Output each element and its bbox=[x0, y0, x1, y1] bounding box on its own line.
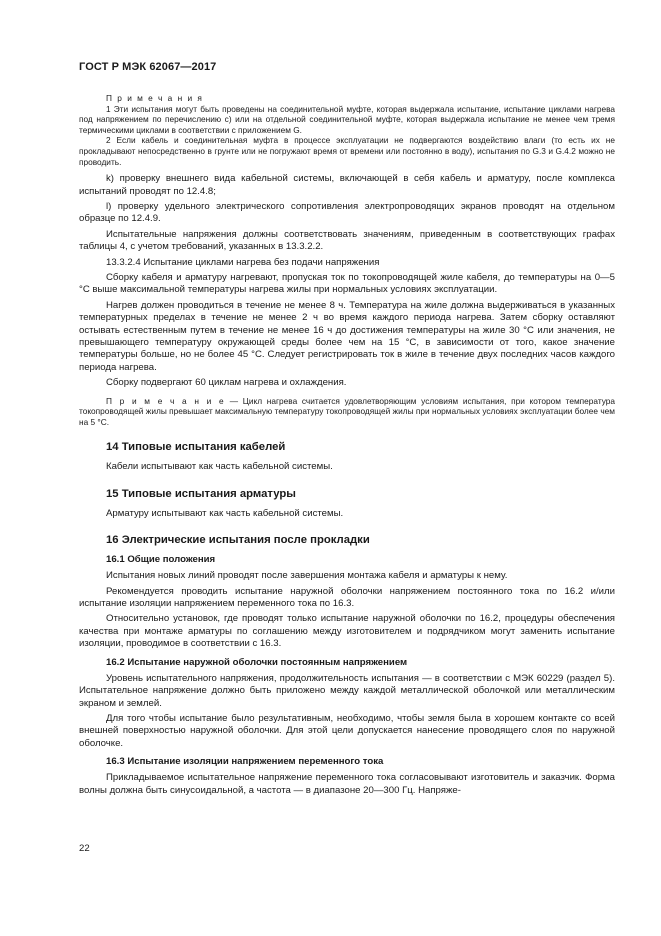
section-14-text: Кабели испытывают как часть кабельной системы. bbox=[106, 461, 333, 473]
paragraph: Нагрев должен проводиться в течение не менее 8 ч. Температура на жиле должна выдерживаться в указанных температурных пределах в течение не менее 2 ч во время каждого периода нагрева. Затем сборку оставляют остывать естественным путем в течение не менее 16 ч до достижения температуры на жиле 30 °С или значения, не превышающего температуру окружающей среды более чем на 15 °С, в зависимости от того, какое значение температуры больше, но не более 45 °С. Следует регистрировать ток в жиле в течение двух последних часов каждого периода нагрева. bbox=[79, 299, 615, 373]
section-14-title: 14 Типовые испытания кабелей bbox=[106, 441, 286, 454]
page-number: 22 bbox=[79, 843, 90, 854]
page-content bbox=[79, 93, 615, 800]
section-16-1-title: 16.1 Общие положения bbox=[106, 554, 216, 566]
paragraph: Испытания новых линий проводят после завершения монтажа кабеля и арматуры к нему. bbox=[106, 570, 508, 582]
paragraph: Относительно установок, где проводят только испытание наружной оболочки по 16.2, процедуры обеспечения качества при монтаже арматуры по соглашению между изготовителем и подрядчиком могут заменить испытание изоляции, проводимое в соответствии с 16.3. bbox=[79, 613, 615, 650]
section-15-text: Арматуру испытывают как часть кабельной системы. bbox=[106, 507, 344, 519]
section-16-3-body bbox=[79, 772, 615, 797]
note-block-mid bbox=[79, 396, 615, 428]
list-item-l: l) проверку удельного электрического сопротивления электропроводящих экранов проводят на отдельном образце по 12.4.9. bbox=[79, 200, 615, 225]
section-16-2-body bbox=[79, 673, 615, 750]
paragraph: Сборку подвергают 60 циклам нагрева и охлаждения. bbox=[106, 377, 347, 389]
note-label: П р и м е ч а н и е bbox=[106, 395, 226, 406]
section-16-title: 16 Электрические испытания после прокладки bbox=[106, 534, 370, 547]
section-16-1-body bbox=[79, 570, 615, 650]
body-block-a bbox=[79, 173, 615, 390]
section-16-3-title: 16.3 Испытание изоляции напряжением переменного тока bbox=[106, 756, 384, 768]
list-item-k: k) проверку внешнего вида кабельной системы, включающей в себя кабель и арматуру, после комплекса испытаний проводят по 12.4.8; bbox=[79, 173, 615, 197]
note-item: 2 Если кабель и соединительная муфта в процессе эксплуатации не подвергаются воздействию влаги (то есть их не прокладывают непосредственно в грунте или не погружают время от времени или постоянно в воду), испытания по G.3 и G.4.2 можно не проводить. bbox=[79, 135, 615, 167]
paragraph: Прикладываемое испытательное напряжение переменного тока согласовывают изготовитель и заказчик. Форма волны должна быть синусоидальной, а частота — в диапазоне 20—300 Гц. Напряже- bbox=[79, 772, 615, 796]
running-header: ГОСТ Р МЭК 62067—2017 bbox=[79, 61, 217, 73]
subclause-heading: 13.3.2.4 Испытание циклами нагрева без подачи напряжения bbox=[106, 256, 380, 268]
note-item: 1 Эти испытания могут быть проведены на соединительной муфте, которая выдержала испытание, испытание циклами нагрева под напряжением по перечислению с) или на отдельной соединительной муфте, которая выдержала испытание не менее чем тремя термическими циклами в соответствии с приложением G. bbox=[79, 103, 615, 135]
section-15-title: 15 Типовые испытания арматуры bbox=[106, 487, 296, 500]
note-text: — Цикл нагрева считается удовлетворяющим условиям испытания, при котором температура токопроводящей жилы превышает максимальную температуру токопроводящей жилы при нормальных условиях эксплуатации более чем на 5 °С. bbox=[79, 395, 616, 427]
note-paragraph bbox=[79, 396, 615, 428]
section-16-2-title: 16.2 Испытание наружной оболочки постоянным напряжением bbox=[106, 656, 408, 668]
note-label: П р и м е ч а н и я bbox=[106, 93, 204, 103]
note-block-top bbox=[79, 93, 615, 167]
paragraph: Сборку кабеля и арматуру нагревают, пропуская ток по токопроводящей жиле кабеля, до температуры на 0—5 °С выше максимальной температуры нагрева жилы при нормальных условиях эксплуатации. bbox=[79, 272, 615, 296]
paragraph: Рекомендуется проводить испытание наружной оболочки напряжением постоянного тока по 16.2 и/или испытание изоляции напряжением переменного тока по 16.3. bbox=[79, 585, 615, 610]
paragraph: Испытательные напряжения должны соответствовать значениям, приведенным в соответствующих графах таблицы 4, с учетом требований, указанных в 13.3.2.2. bbox=[79, 228, 615, 253]
paragraph: Для того чтобы испытание было результативным, необходимо, чтобы земля была в хорошем контакте со всей внешней поверхностью наружной оболочки. Для этой цели допускается нанесение проводящего слоя по наружной оболочке. bbox=[79, 712, 615, 749]
paragraph: Уровень испытательного напряжения, продолжительность испытания — в соответствии с МЭК 60229 (раздел 5). Испытательное напряжение должно быть приложено между каждой металлической оболочкой или металлическим экраном и землей. bbox=[79, 672, 615, 709]
